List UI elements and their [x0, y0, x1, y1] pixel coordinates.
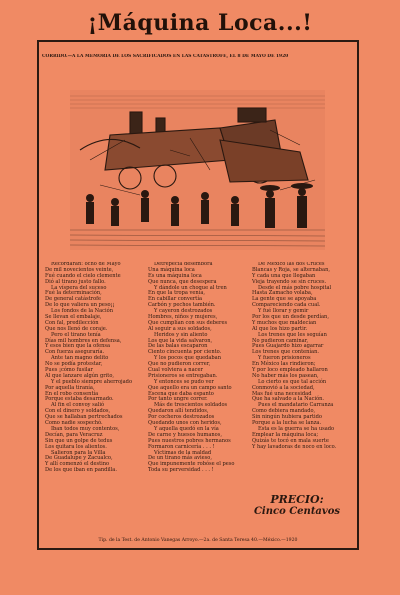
verse-line: Se llevan el embalaje,	[45, 314, 102, 321]
verse-line: Quedaron allí tendidos,	[148, 408, 209, 415]
verse-line: Conmovió a la sociedad,	[252, 384, 315, 391]
verse-line: Como debiera mandado,	[252, 408, 316, 415]
verse-line: Que nos llenó de coraje.	[45, 325, 108, 332]
verse-line: Que no pudieron correr,	[148, 361, 211, 368]
verse-line: De Guadalupe y Zacualco,	[45, 455, 113, 462]
verse-line: Y aquella quedó en la vía	[154, 425, 219, 432]
verse-line: Compareciendo cada cual.	[252, 302, 321, 309]
verse-line: Y dándole un choque al tren	[154, 284, 227, 291]
verse-line: Y hay lavadoras de noco en loco.	[252, 443, 337, 450]
verse-line: Es una máquina loca	[148, 272, 202, 279]
verse-line: Pues el mandatario Carranza	[258, 402, 334, 409]
verse-line: Blancas y Roja, se alternaban,	[252, 266, 330, 273]
verse-line: Porque a la lucha se lanza.	[252, 420, 322, 427]
verse-line: Pues ¡cómo fusilar	[45, 367, 93, 374]
verse-line: De las balas escaparon	[148, 343, 208, 350]
page-title: ¡Máquina Loca...!	[87, 10, 313, 36]
verse-line: Y esos bien que la ofensa	[45, 343, 111, 350]
verse-line: Y los pocos que quedaban	[154, 355, 221, 362]
verse-line: Y cayeron destrozados	[154, 308, 213, 315]
verse-line: Y el pueblo siempre aherrojado	[51, 378, 133, 385]
verse-line: Vieja trayendo se sin cruces.	[252, 278, 327, 285]
verse-line: Y fué llorar y gemir	[258, 308, 309, 315]
verse-line: Desde el más pobre hospital	[258, 284, 332, 291]
verse-line: Al que los hizo partir.	[252, 325, 308, 332]
verse-line: Y muchos que maldecían	[252, 319, 317, 326]
verse-line: Pero el tirano tenía	[51, 331, 101, 338]
verse-line: Y entonces se pudo ver	[154, 378, 214, 385]
price-label: PRECIO:	[270, 493, 324, 506]
verse-line: La víspera del suceso	[51, 284, 107, 291]
verse-line: Los trenes que contenían.	[252, 349, 319, 356]
verse-line: Salieron para la Villa	[51, 449, 106, 456]
verse-line: Que nunca, que desespera	[148, 278, 217, 285]
verse-line: Los fondos de la Nación	[51, 308, 113, 315]
verse-line: Fué cuando el cielo clemente	[45, 272, 121, 279]
verse-line: Mas fué una necesidad	[252, 390, 312, 397]
verse-line: Que cumplían con sus deberes	[148, 319, 228, 326]
price-box	[252, 493, 342, 517]
verse-line: Y fueron prisioneros	[258, 355, 311, 362]
verse-line: De mil novecientos veinte,	[45, 266, 114, 273]
verse-line: De un tirano más avieso,	[148, 455, 212, 462]
verse-line: Una máquina loca	[148, 266, 195, 273]
verse-line: Por cocheros destrozados	[148, 414, 215, 421]
verse-line: No haber más los pasean,	[252, 372, 319, 379]
verse-line: Formaron carnicería . . . !	[148, 443, 215, 450]
verse-line: Quedando unos con heridos,	[148, 420, 222, 427]
verse-line: Decían, para Veracruz	[45, 431, 103, 438]
train-wreck-engraving-icon	[70, 90, 325, 250]
verse-line: Y cada una que llegaban	[252, 272, 316, 279]
verse-line: En el robo consentía	[45, 390, 99, 397]
verse-line: En que la tropa venía,	[148, 290, 206, 297]
verse-line: Más de trescientos soldados	[154, 402, 228, 409]
verse-line: Con el dinero y soldados,	[45, 408, 111, 415]
verse-line: Pues nuestros pobres hermanos	[148, 437, 231, 444]
verse-line: Emplear la máquina loca;	[252, 431, 319, 438]
verse-column-3	[252, 262, 350, 451]
verse-line: Que aquello era un campo santo	[148, 384, 232, 391]
verse-line: Dió al tirano justo fallo.	[45, 278, 106, 285]
verse-line: Carbón y pechos también.	[148, 302, 216, 309]
verse-line: De México las dos Cruces	[258, 262, 325, 267]
verse-line: De los que iban en pandilla.	[45, 467, 117, 474]
verse-line: Heridos y sin aliento	[154, 331, 208, 338]
verse-line: Los trenes que les seguían	[258, 331, 327, 338]
verse-line: Que ha salvado a la Nación.	[252, 396, 325, 403]
verse-columns	[45, 262, 355, 530]
verse-column-2	[148, 262, 246, 474]
printer-footer: Tip. de la Test. de Antonio Vanegas Arroyo.—2a. de Santa Teresa 40.—México.—1920	[98, 538, 298, 543]
verse-line: Al seguir a sus soldados,	[148, 325, 212, 332]
verse-line: Iban todos muy contentos,	[51, 425, 120, 432]
verse-line: Recordáran: ocho de Mayo	[51, 262, 121, 267]
verse-line: Cual volviera a nacer	[148, 367, 203, 374]
verse-line: Quizás te tocó en mala suerte	[252, 437, 329, 444]
verse-line: Porque estaba desarmado.	[45, 396, 114, 403]
verse-line: Como nadie sospechó.	[45, 420, 103, 427]
verse-line: Sin ningún hubiera partido	[252, 414, 322, 421]
verse-line: Al que lanzare algún grito,	[45, 372, 115, 379]
verse-line: No se podía protestar,	[45, 361, 103, 368]
verse-line: Esta es la guerra se ha usado	[258, 425, 335, 432]
verse-line: Por aquella tiranía,	[45, 384, 95, 391]
verse-line: De carne y huesos humanos,	[148, 431, 222, 438]
verse-line: Días mil hombres en defensa,	[45, 337, 122, 344]
verse-line: Que impunemente robóse el peso	[148, 461, 235, 468]
verse-line: Los que la vida salvaron,	[148, 337, 213, 344]
verse-line: Y por loco empleado hallaron	[252, 367, 328, 374]
verse-column-1	[45, 262, 143, 474]
verse-line: Por tanto ungre correr.	[148, 396, 208, 403]
verse-line: Ante tan magno delito	[51, 355, 109, 362]
verse-line: La gente que se apoyaba	[252, 296, 317, 303]
verse-line: Víctimas de la maldad	[154, 449, 212, 456]
verse-line: De general catástrofe	[45, 296, 102, 303]
price-value: Cinco Centavos	[253, 506, 341, 517]
verse-line: Toda su perversidad . . . !	[148, 467, 214, 474]
verse-line: Ciento cincuenta por ciento.	[148, 349, 222, 356]
verse-line: Pues Guajardo hizo agarrar	[252, 343, 324, 350]
verse-line: Al fin el convoy salió	[51, 402, 105, 409]
verse-line: Prisioneros se entregaban.	[148, 372, 218, 379]
verse-line: De lo que valiera un peso¡¡	[45, 302, 115, 309]
verse-line: Escena que daba espanto	[148, 390, 214, 397]
verse-line: Detrepecía desembora	[154, 262, 213, 267]
verse-line: En México las rindieron;	[252, 361, 316, 368]
verse-line: Hombres, niños y mujeres,	[148, 314, 218, 321]
subtitle: CORRIDO.—A LA MEMORIA DE LOS SACRIFICADOS EN LAS CATASTROFE, EL 8 DE MAYO DE 1920	[42, 54, 289, 59]
verse-line: Sin que un golpe de tedus	[45, 437, 113, 444]
verse-line: Y allí comenzó el destino	[45, 461, 110, 468]
verse-line: Con fuerza aseguraría.	[45, 349, 105, 356]
verse-line: Con fal, predilección	[45, 319, 99, 326]
verse-line: Que se hallaban pertrechados	[45, 414, 123, 421]
verse-line: Hasta Zamacho volaba,	[252, 290, 313, 297]
verse-line: Fué la determinación,	[45, 290, 102, 297]
verse-line: No pudieron caminar,	[252, 337, 309, 344]
verse-line: Lo cierto es que tal acción	[258, 378, 327, 385]
verse-line: Por los que un desde perdían,	[252, 314, 329, 321]
verse-line: En cabillar convertía	[148, 296, 202, 303]
verse-line: Los quitara los alientos.	[45, 443, 107, 450]
